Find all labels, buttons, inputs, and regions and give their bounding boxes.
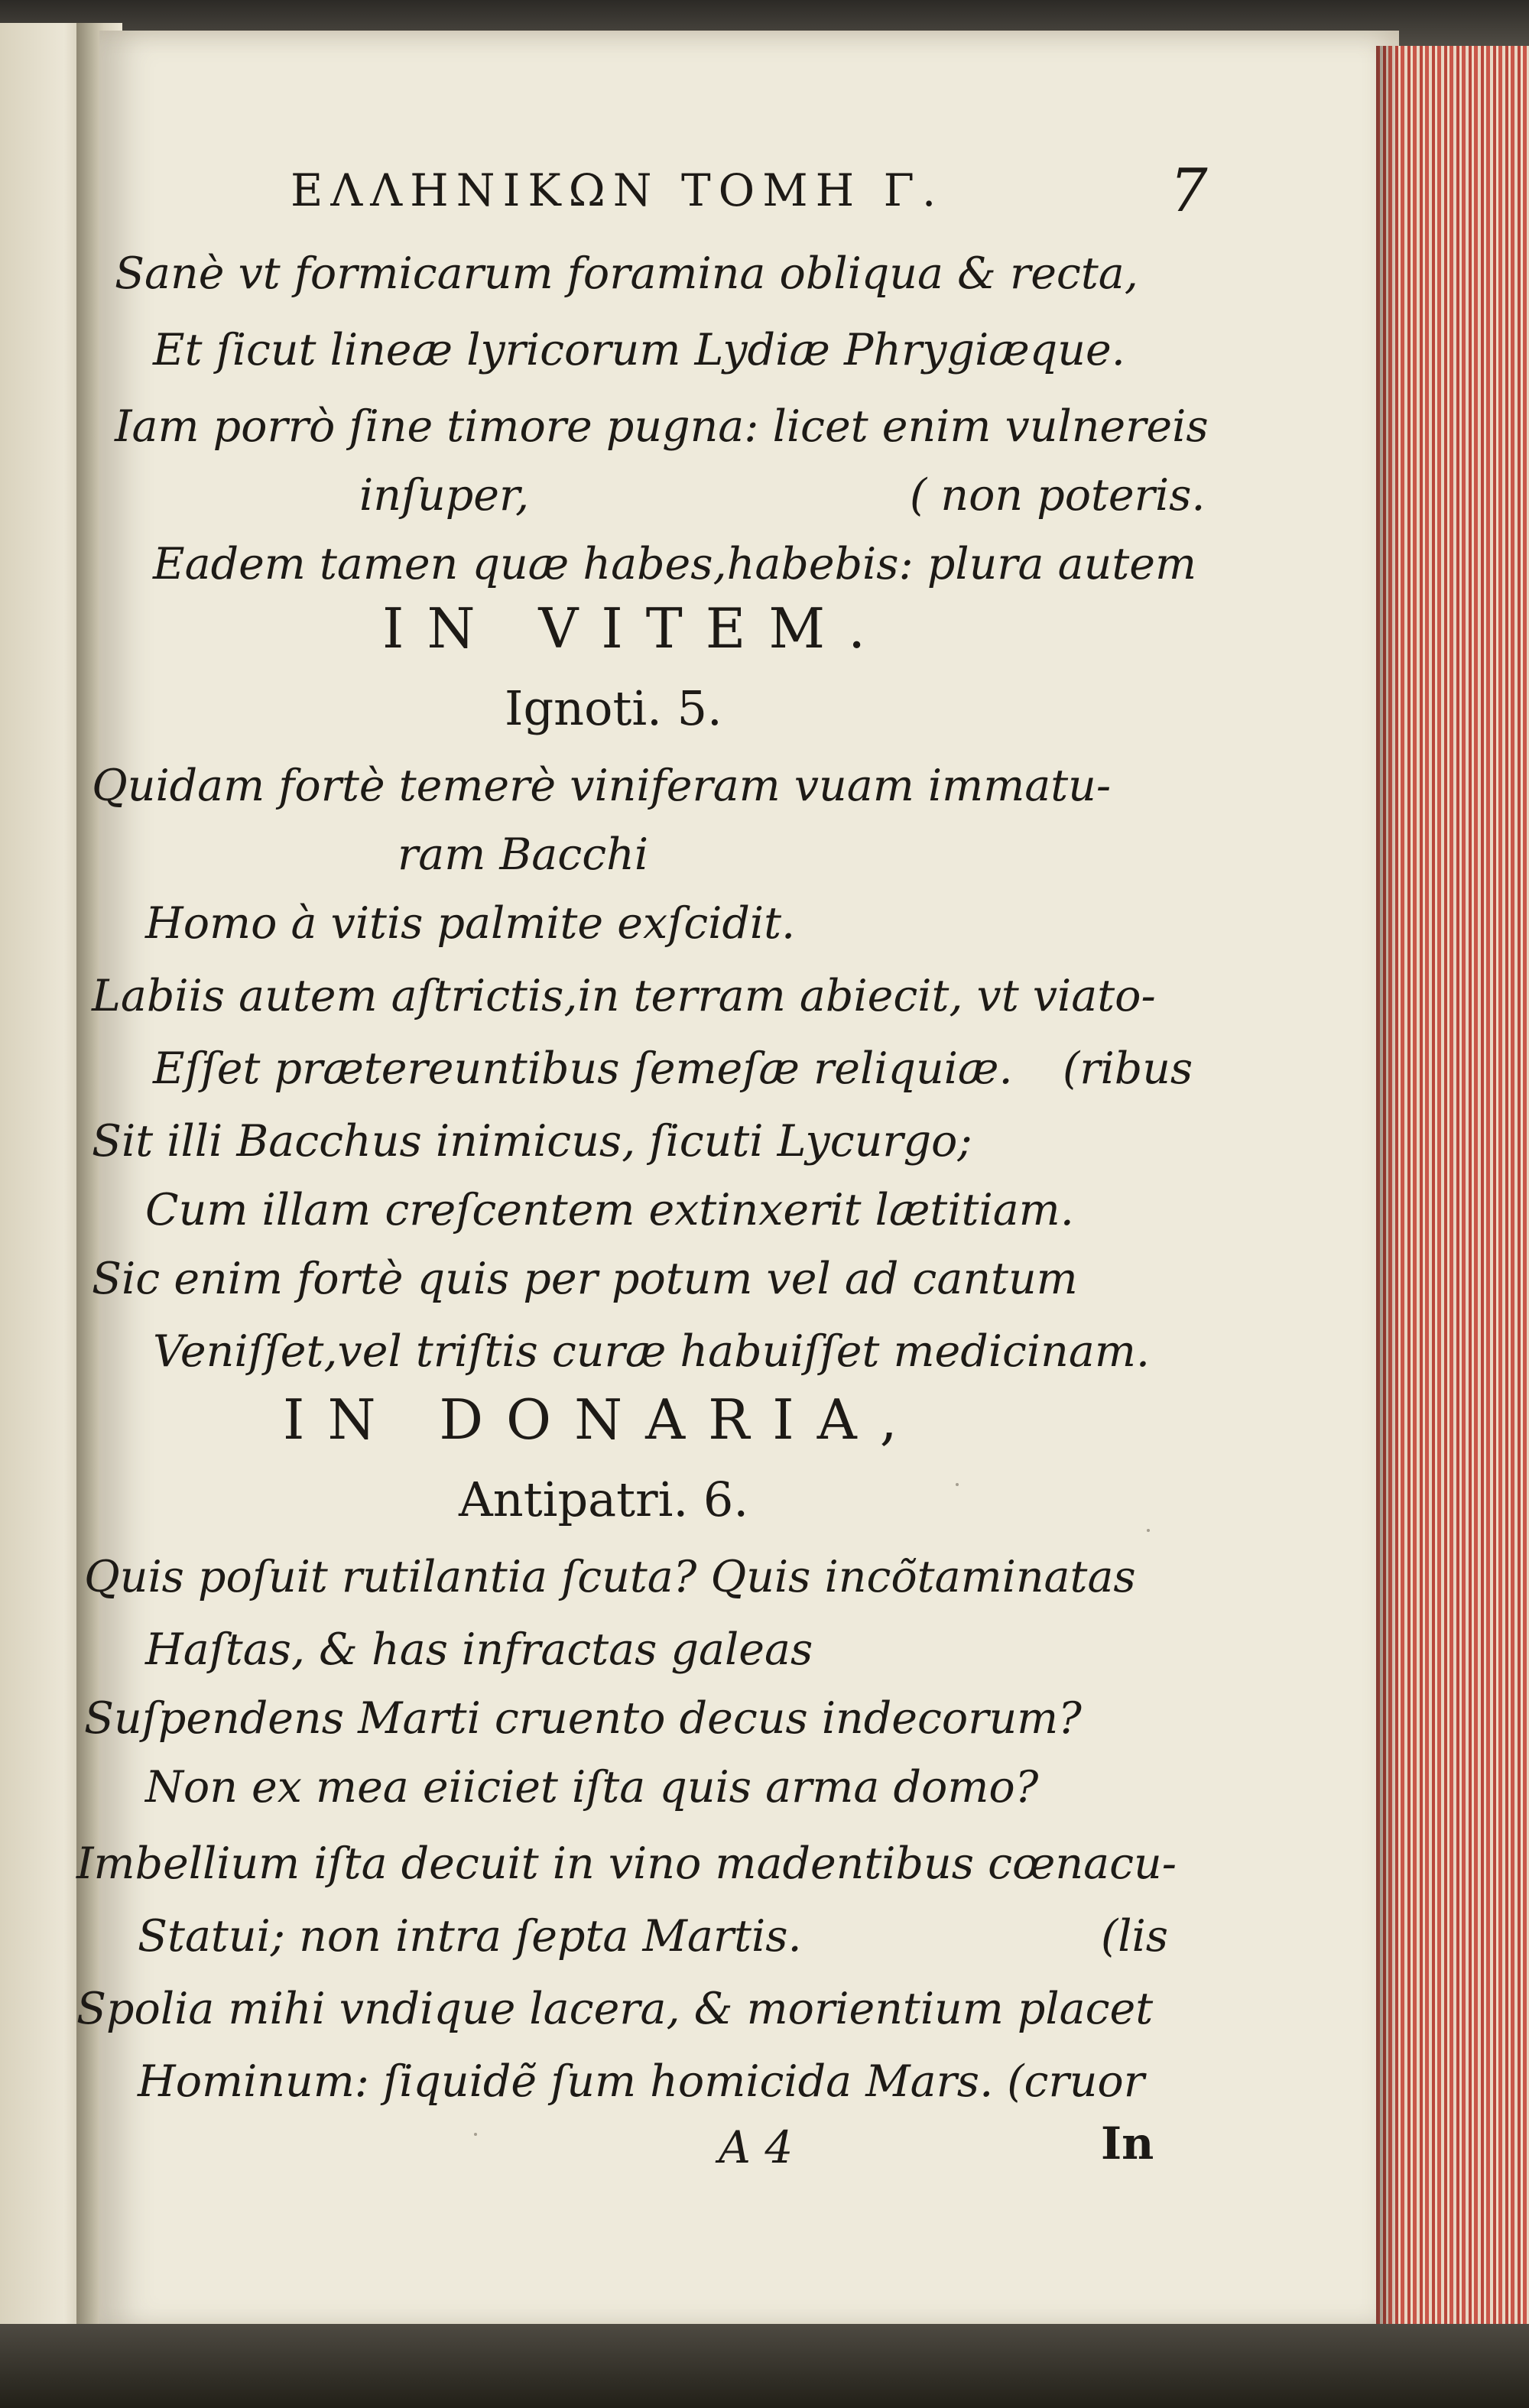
verse-line: Quidam fortè temerè viniferam vuam immatu- xyxy=(92,761,1112,811)
verse-line: (lis xyxy=(1101,1911,1168,1962)
verse-line: inſuper, xyxy=(359,470,530,521)
running-title: ΕΛΛΗΝΙΚΩΝ ΤΟΜΗ Γ. xyxy=(291,164,944,216)
section-author: Antipatri. 6. xyxy=(459,1472,749,1527)
section-heading: IN DONARIA, xyxy=(283,1387,920,1452)
catchword: In xyxy=(1101,2118,1154,2169)
verse-line: Non ex mea eiiciet iſta quis arma domo? xyxy=(145,1762,1039,1812)
verse-line: Imbellium iſta decuit in vino madentibus cœnacu- xyxy=(76,1838,1177,1889)
verse-line: (ribus xyxy=(1063,1043,1193,1094)
verse-line: Veniſſet,vel triſtis curæ habuiſſet medicinam. xyxy=(153,1326,1150,1377)
verse-line: Sit illi Bacchus inimicus, ſicuti Lycurgo; xyxy=(92,1116,972,1167)
verse-line: Eſſet prætereuntibus ſemeſæ reliquiæ. xyxy=(153,1043,1013,1094)
verse-line: Iam porrò ſine timore pugna: licet enim vulnereis xyxy=(115,401,1209,452)
verse-line: Cum illam creſcentem extinxerit lætitiam. xyxy=(145,1185,1074,1235)
verse-line: Hominum: ſiquidẽ ſum homicida Mars. (cruor xyxy=(138,2056,1144,2107)
verse-line: Suſpendens Marti cruento decus indecorum? xyxy=(84,1693,1082,1744)
verse-line: Spolia mihi vndique lacera, & morientium placet xyxy=(76,1984,1154,2034)
page-edges-shadow xyxy=(1376,46,1399,2332)
section-author: Ignoti. 5. xyxy=(505,680,722,736)
verse-line: ram Bacchi xyxy=(398,829,649,880)
paper-speck xyxy=(474,2133,477,2136)
verse-line: Statui; non intra ſepta Martis. xyxy=(138,1911,802,1962)
section-heading: IN VITEM. xyxy=(382,596,888,660)
verse-line: Haſtas, & has infractas galeas xyxy=(145,1624,813,1675)
signature-mark: A 4 xyxy=(719,2121,794,2173)
paper-speck xyxy=(956,1483,959,1486)
page-edges-red xyxy=(1376,46,1529,2332)
paper-speck xyxy=(1147,1529,1150,1532)
verse-line: Et ſicut lineæ lyricorum Lydiæ Phrygiæque. xyxy=(153,325,1125,375)
book-frame-bottom xyxy=(0,2324,1529,2408)
verse-line: Homo à vitis palmite exſcidit. xyxy=(145,898,796,949)
verse-line: Labiis autem aſtrictis,in terram abiecit, vt viato- xyxy=(92,971,1156,1021)
verse-line: Quis poſuit rutilantia ſcuta? Quis incõtaminatas xyxy=(84,1552,1136,1602)
verse-line: Eadem tamen quæ habes,habebis: plura autem xyxy=(153,539,1197,589)
page-number: 7 xyxy=(1170,157,1208,226)
verse-line: Sic enim fortè quis per potum vel ad cantum xyxy=(92,1254,1078,1304)
verse-line: ( non poteris. xyxy=(910,470,1206,521)
verse-line: Sanè vt formicarum foramina obliqua & recta, xyxy=(115,248,1138,299)
